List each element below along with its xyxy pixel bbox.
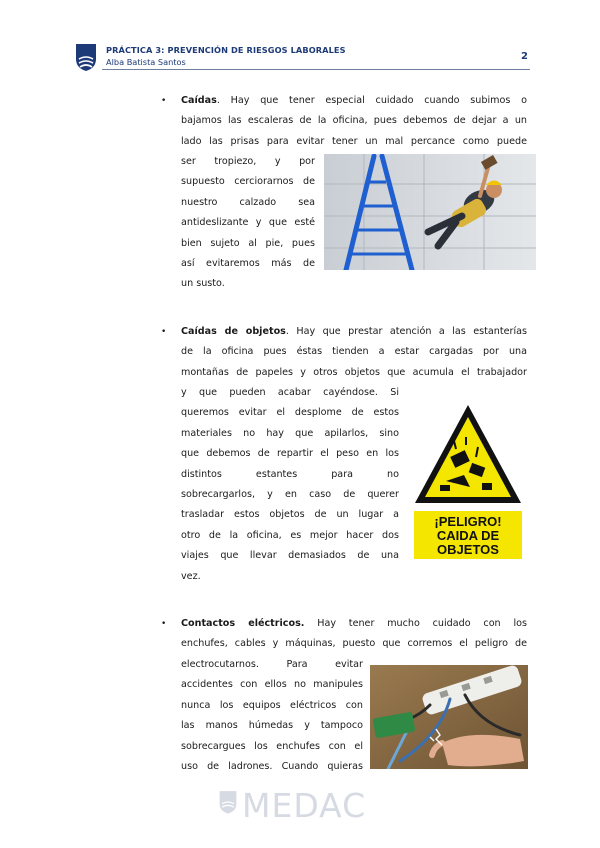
sign-line-peligro: ¡PELIGRO! <box>434 514 502 529</box>
falling-worker-image <box>324 154 536 270</box>
section-heading-caidas: Caídas <box>181 95 217 106</box>
page-header <box>74 42 530 76</box>
page-number: 2 <box>521 51 528 62</box>
section-caidas-text-wrap: ser tropiezo, y por supuesto cerciorarnos de nuestro calzado sea antideslizante y que esté bien sujeto al pie, pues así evitaremos más de un susto. <box>181 156 315 290</box>
section-objetos-text-full: Caídas de objetos. Hay que prestar atención a las estanterías de la oficina pues éstas tienden a estar cargadas por una montañas de papeles y otros objetos que acumula el trabajador <box>181 326 527 378</box>
header-divider <box>102 69 530 70</box>
document-author: Alba Batista Santos <box>106 57 186 67</box>
medac-watermark-shield-icon <box>218 789 238 815</box>
sign-line-caida-de: CAIDA DE <box>436 528 500 543</box>
document-title: PRÁCTICA 3: PREVENCIÓN DE RIESGOS LABORALES <box>106 45 346 55</box>
medac-shield-logo-icon <box>74 42 98 72</box>
electrical-hazard-image <box>370 665 528 769</box>
bullet-icon: • <box>161 619 167 629</box>
section-objetos-text-wrap: y que pueden acabar cayéndose. Si queremos evitar el desplome de estos materiales no hay que apilarlos, sino que debemos de repartir el peso en los distintos estantes para no sobrecargarlos, y en caso de querer trasladar estos objetos de un lugar a otro de la oficina, es mejor hacer dos viajes que llevar demasiados de una vez. <box>181 387 399 582</box>
bullet-icon: • <box>161 327 167 337</box>
sign-line-objetos: OBJETOS <box>437 542 499 557</box>
footer-brand: MEDAC <box>242 786 367 825</box>
bullet-icon: • <box>161 96 167 106</box>
section-heading-caidas-de-objetos: Caídas de objetos <box>181 326 286 337</box>
section-caidas-text-full: Caídas. Hay que tener especial cuidado cuando subimos o bajamos las escaleras de la oficina, pues debemos de dejar a un lado las prisas para evitar tener un mal percance como puede <box>181 95 527 147</box>
footer-watermark <box>218 784 378 824</box>
section-electricos-text-wrap: electrocutarnos. Para evitar accidentes con ellos no manipules nunca los equipos eléctricos con las manos húmedas y tampoco sobrecargues los enchufes con el uso de ladrones. Cuando quieras <box>181 659 363 772</box>
section-heading-contactos-electricos: Contactos eléctricos. <box>181 618 305 629</box>
falling-objects-warning-sign <box>412 401 524 561</box>
section-electricos-text-full: Contactos eléctricos. Hay tener mucho cuidado con los enchufes, cables y máquinas, puesto que corremos el peligro de <box>181 618 527 650</box>
